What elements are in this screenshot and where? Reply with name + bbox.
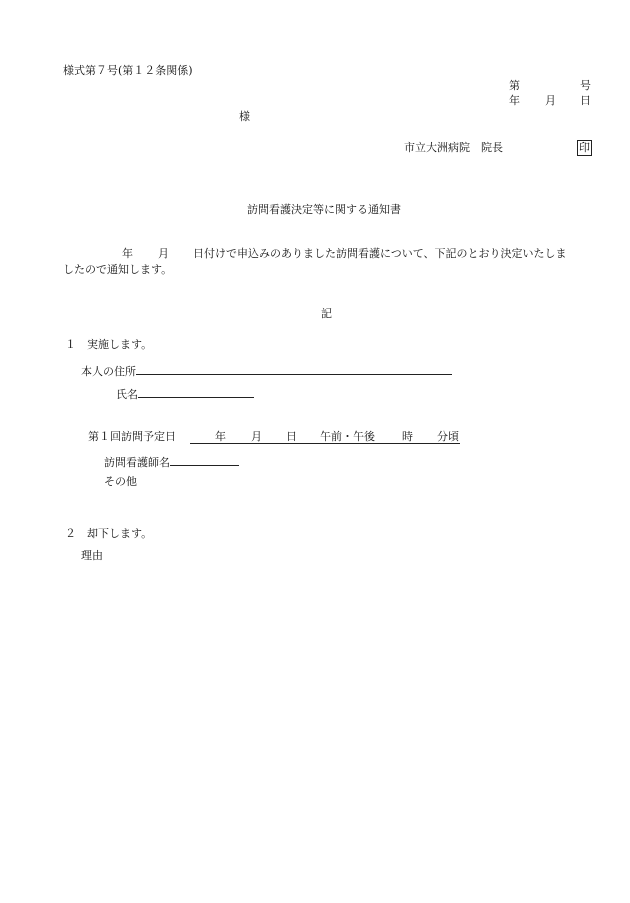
reason-label: 理由 <box>81 549 103 562</box>
visit-ampm: 午前・午後 <box>320 430 375 443</box>
date-month: 月 <box>545 94 556 107</box>
body-line1: 日付けで申込みのありました訪問看護について、下記のとおり決定いたしま <box>193 247 567 260</box>
body-line2: したので通知します。 <box>63 263 173 276</box>
name-label: 氏名 <box>116 388 138 401</box>
section1-heading: １ 実施します。 <box>65 338 153 351</box>
visit-minute: 分頃 <box>437 430 459 443</box>
document-title: 訪問看護決定等に関する通知書 <box>247 203 401 216</box>
date-year: 年 <box>509 94 520 107</box>
issuer-seal <box>577 140 592 156</box>
name-blank <box>138 385 254 398</box>
visit-month: 月 <box>251 430 262 443</box>
number-suffix: 号 <box>580 79 591 92</box>
visit-hour: 時 <box>402 430 413 443</box>
visit-day: 日 <box>286 430 297 443</box>
name-row <box>116 385 254 402</box>
visit-year: 年 <box>215 430 226 443</box>
nurse-label: 訪問看護師名 <box>104 456 170 469</box>
number-prefix: 第 <box>509 79 520 92</box>
body-month: 月 <box>158 247 169 260</box>
form-label: 様式第７号(第１２条関係) <box>63 64 193 77</box>
first-visit-label: 第１回訪問予定日 <box>88 430 176 443</box>
address-row <box>81 362 452 379</box>
other-label: その他 <box>104 475 137 488</box>
nurse-row <box>104 453 239 470</box>
nurse-blank <box>170 453 239 466</box>
seal-mark: 印 <box>579 141 590 154</box>
address-blank <box>136 362 452 375</box>
issuer-name: 市立大洲病院 院長 <box>404 141 503 154</box>
body-year: 年 <box>122 247 133 260</box>
addressee-suffix: 様 <box>239 110 250 123</box>
address-label: 本人の住所 <box>81 365 136 378</box>
section2-heading: ２ 却下します。 <box>65 527 153 540</box>
ki-heading: 記 <box>321 307 332 320</box>
date-day: 日 <box>580 94 591 107</box>
